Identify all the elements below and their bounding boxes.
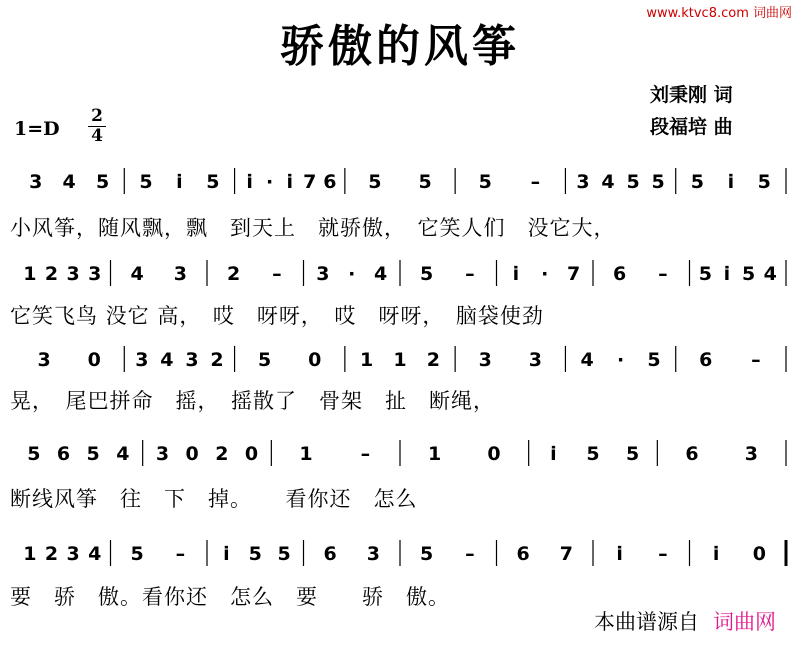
note: 5: [626, 171, 640, 193]
notation-row-1: [0, 160, 800, 200]
note: i̇: [616, 543, 623, 565]
note: 5: [586, 443, 600, 465]
note: 3: [366, 543, 380, 565]
notation-row-5: [0, 532, 800, 572]
note: 0: [87, 349, 101, 371]
note: 3: [135, 349, 149, 371]
note: –: [751, 349, 761, 371]
note: 5: [248, 543, 262, 565]
note: ·: [348, 263, 356, 285]
note: 7: [559, 543, 573, 565]
note: –: [175, 543, 186, 565]
note: i̇: [727, 171, 735, 193]
note: 3: [316, 263, 330, 285]
note: 3: [88, 263, 102, 285]
lyrics-row-5: 要 骄 傲。看你还 怎么 要 骄 傲。: [10, 585, 450, 609]
note: 1: [23, 263, 37, 285]
note: 5: [647, 349, 661, 371]
note: 6: [685, 443, 699, 465]
note: 5: [651, 171, 665, 193]
notation-row-3: [0, 338, 800, 378]
note: 4: [373, 263, 388, 285]
note: 3: [173, 263, 187, 285]
note: 2: [215, 443, 229, 465]
note: 5: [478, 171, 492, 193]
note: 5: [95, 171, 110, 193]
note: 4: [601, 171, 615, 193]
note: –: [360, 443, 371, 465]
note: 3: [66, 263, 80, 285]
note: 5: [206, 171, 220, 193]
note: 6: [323, 543, 337, 565]
notation-row-4: [0, 432, 800, 472]
time-signature-top: 2: [91, 106, 103, 126]
note: 3: [66, 543, 80, 565]
note: 4: [160, 349, 174, 371]
note: 5: [698, 263, 712, 285]
note: 5: [741, 263, 756, 285]
note: 5: [418, 171, 432, 193]
note: 5: [27, 443, 41, 465]
source-brand: 词曲网: [713, 610, 776, 634]
note: 1: [428, 443, 442, 465]
note: 5: [690, 171, 705, 193]
source-note: [594, 606, 776, 636]
note: ·: [616, 349, 625, 371]
note: i̇: [512, 263, 520, 285]
note: 4: [130, 263, 144, 285]
note: 5: [420, 263, 434, 285]
lyrics-row-1: 小风筝，随风飘，飘 到天上 就骄傲， 它笑人们 没它大，: [10, 216, 616, 240]
note: 6: [56, 443, 71, 465]
lyrics-row-2: 它笑飞鸟 没它 高， 哎 呀呀， 哎 呀呀， 脑袋使劲: [10, 304, 544, 328]
key-signature: 1=D: [14, 118, 60, 140]
note: 5: [757, 171, 771, 193]
note: i̇: [550, 443, 557, 465]
note: 2: [44, 263, 59, 285]
note: 3: [528, 349, 542, 371]
note: i̇: [723, 263, 731, 285]
note: ·: [541, 263, 549, 285]
note: 3: [37, 349, 51, 371]
note: i̇: [223, 543, 230, 565]
note: 5: [258, 349, 272, 371]
time-signature-bottom: 4: [91, 126, 103, 146]
note: 6: [613, 263, 627, 285]
note: 2: [227, 263, 241, 285]
note: 3: [576, 171, 590, 193]
note: 4: [580, 349, 594, 371]
site-watermark: www.ktvc8.com 词曲网: [646, 6, 792, 21]
note: 0: [308, 349, 322, 371]
note: 6: [699, 349, 713, 371]
note: 2: [44, 543, 59, 565]
note: i̇: [246, 171, 253, 193]
note: 5: [368, 171, 382, 193]
note: 7: [566, 263, 581, 285]
note: –: [658, 543, 668, 565]
note: 3: [478, 349, 492, 371]
note: 4: [88, 543, 102, 565]
note: 0: [752, 543, 766, 565]
note: 1: [393, 349, 407, 371]
lyricist-credit: 刘秉刚 词: [650, 84, 733, 106]
note: –: [465, 263, 475, 285]
note: ·: [266, 171, 274, 193]
lyrics-row-3: 晃， 尾巴拼命 摇， 摇散了 骨架 扯 断绳，: [10, 389, 495, 413]
note: 3: [185, 349, 199, 371]
note: 7: [303, 171, 317, 193]
composer-credit: 段福培 曲: [650, 116, 733, 138]
note: 3: [155, 443, 170, 465]
note: i̇: [286, 171, 293, 193]
note: 3: [29, 171, 43, 193]
note: 1: [359, 349, 374, 371]
note: 5: [130, 543, 144, 565]
note: 5: [139, 171, 153, 193]
note: 2: [426, 349, 441, 371]
time-signature: [88, 108, 106, 145]
note: 0: [185, 443, 199, 465]
note: –: [530, 171, 541, 193]
note: 0: [244, 443, 259, 465]
note: 1: [299, 443, 313, 465]
note: –: [272, 263, 282, 285]
note: i̇: [176, 171, 183, 193]
source-text: 本曲谱源自: [594, 610, 699, 634]
notation-row-2: [0, 252, 800, 292]
note: 6: [323, 171, 337, 193]
note: 4: [62, 171, 76, 193]
note: 1: [23, 543, 37, 565]
note: 4: [116, 443, 130, 465]
note: 6: [516, 543, 530, 565]
note: 0: [487, 443, 501, 465]
song-title: 骄傲的风筝: [280, 21, 520, 72]
note: 5: [420, 543, 434, 565]
note: 3: [744, 443, 758, 465]
note: –: [465, 543, 475, 565]
note: 5: [277, 543, 291, 565]
note: –: [658, 263, 668, 285]
lyrics-row-4: 断线风筝 往 下 掉。 看你还 怎么: [10, 487, 418, 511]
note: 5: [625, 443, 640, 465]
note: i̇: [712, 543, 720, 565]
note: 5: [86, 443, 100, 465]
note: 2: [210, 349, 224, 371]
note: 4: [763, 263, 777, 285]
